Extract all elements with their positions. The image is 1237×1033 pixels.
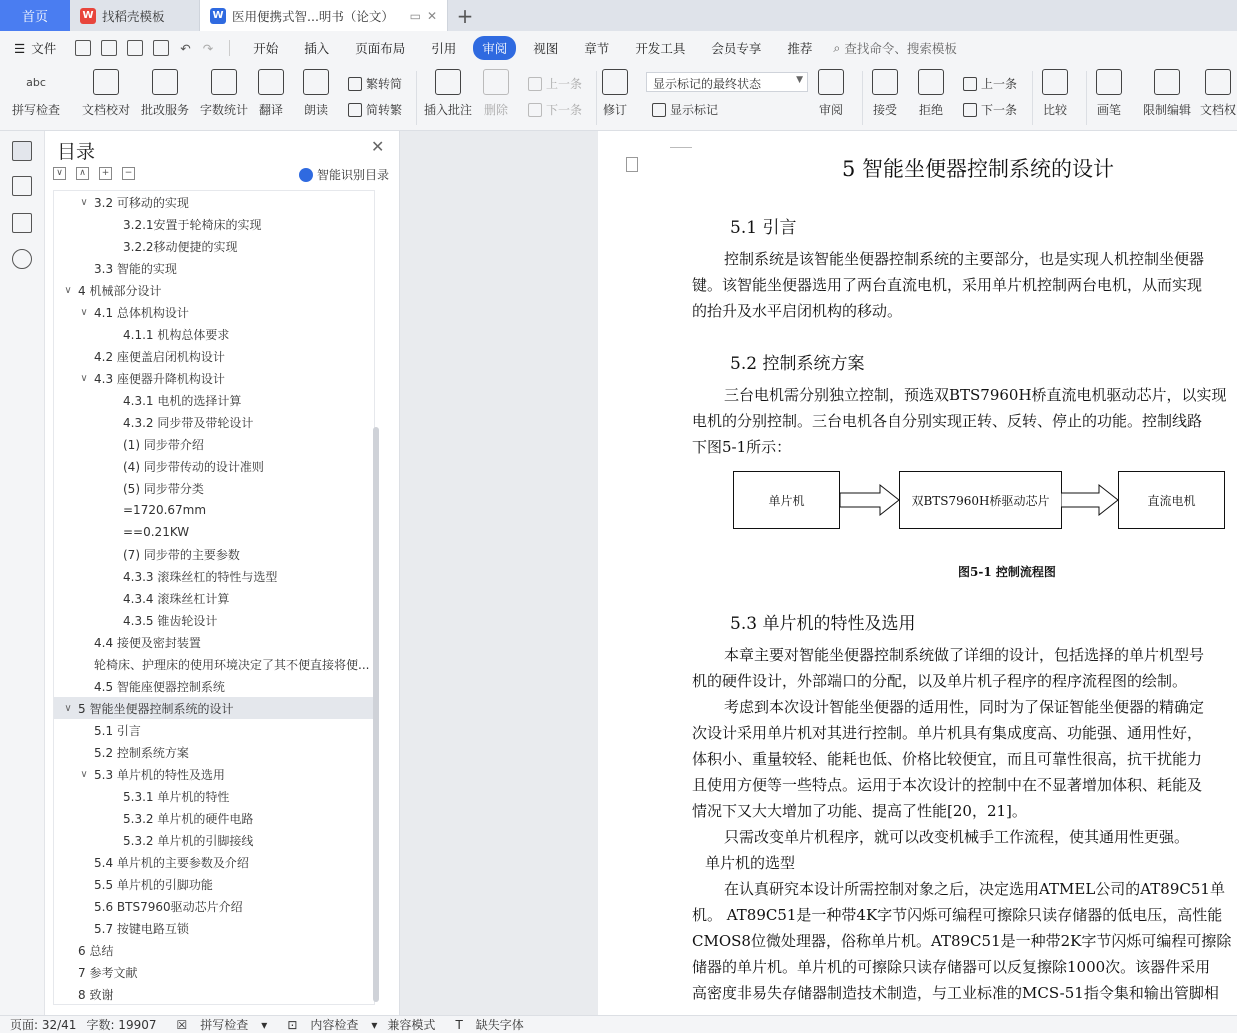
new-tab-button[interactable]: + [456, 3, 474, 28]
show-markup-label: 显示标记 [670, 103, 719, 117]
simp-to-trad-button[interactable] [348, 101, 402, 118]
divider [416, 71, 417, 125]
paragraph-line: 本章主要对智能坐便器控制系统做了详细的设计，包括选择的单片机型号 [724, 646, 1205, 664]
prev-icon [528, 77, 542, 91]
expand-all-icon[interactable]: ∧ [76, 167, 89, 180]
menu-reference[interactable]: 引用 [431, 41, 457, 56]
spell-check-status[interactable] [167, 1016, 268, 1033]
toc-item[interactable] [54, 675, 374, 697]
chevron-down-icon[interactable]: ∨ [80, 306, 88, 318]
reject-button[interactable] [918, 69, 944, 118]
toc-item-label: 8 致谢 [78, 987, 114, 1002]
menu-view[interactable]: 视图 [533, 41, 559, 56]
paragraph-line: 控制系统是该智能坐便器控制系统的主要部分，也是实现人机控制坐便器 [724, 250, 1205, 268]
markup-icon [652, 103, 666, 117]
toc-item[interactable] [54, 763, 374, 785]
smart-toc-label: 智能识别目录 [317, 168, 390, 182]
toc-item-label: 5.3.2 单片机的硬件电路 [123, 811, 254, 826]
spell-check-label: 拼写检查 [12, 103, 61, 117]
prev-change-button[interactable] [963, 75, 1017, 92]
add-level-icon[interactable]: + [99, 167, 112, 180]
revise-icon [602, 69, 628, 95]
batch-service-button[interactable] [141, 69, 189, 118]
redo-icon[interactable]: ↷ [202, 40, 214, 56]
toc-item[interactable] [54, 829, 374, 851]
toc-item-label: 4.4 接便及密封装置 [94, 635, 201, 650]
prev-label: 上一条 [546, 77, 583, 91]
paragraph-line: 键。该智能坐便器选用了两台直流电机，采用单片机控制两台电机，从而实现 [692, 276, 1203, 294]
content-check-status[interactable] [277, 1016, 377, 1033]
next-change-label: 下一条 [981, 103, 1018, 117]
word-count-label: 字数统计 [200, 103, 249, 117]
arrow-icon [1061, 483, 1119, 517]
delete-comment-button[interactable] [483, 69, 509, 118]
toc-item[interactable] [54, 631, 374, 653]
toc-item[interactable] [54, 389, 374, 411]
toc-item[interactable] [54, 367, 374, 389]
toc-item-label: 5.4 单片机的主要参数及介绍 [94, 855, 249, 870]
batch-icon [152, 69, 178, 95]
tab-home[interactable]: 首页 [0, 0, 70, 31]
undo-icon[interactable]: ↶ [180, 40, 191, 56]
toc-item-label: 4.1.1 机构总体要求 [123, 327, 230, 342]
toc-item[interactable] [54, 895, 374, 917]
read-aloud-label: 朗读 [303, 103, 328, 117]
toc-item[interactable] [54, 301, 374, 323]
figure-caption: 图5-1 控制流程图 [958, 565, 1056, 579]
toc-item[interactable] [54, 257, 374, 279]
simp-label: 简转繁 [366, 103, 403, 117]
toc-item-label: ==0.21KW [123, 525, 190, 539]
trad-icon [348, 77, 362, 91]
compat-mode: 兼容模式 [387, 1018, 436, 1032]
next-comment-button[interactable] [528, 101, 582, 118]
next-change-icon [963, 103, 977, 117]
save-icon[interactable] [75, 40, 91, 56]
paragraph-line: 电机的分别控制。三台电机各自分别实现正转、反转、停止的功能。控制线路 [692, 412, 1203, 430]
toc-item-label: 4.5 智能座便器控制系统 [94, 679, 225, 694]
paragraph-line: 且使用方便等一些特点。运用于本次设计的控制中在不显著增加体积、耗能及 [692, 776, 1203, 794]
toc-item-label: =1720.67mm [123, 503, 207, 517]
paragraph-line: 机。 AT89C51是一种带4K字节闪烁可编程可擦除只读存储器的低电压，高性能 [692, 906, 1223, 924]
word-count-indicator[interactable]: 字数: 19907 [86, 1018, 157, 1032]
toc-item[interactable] [54, 741, 374, 763]
toc-item[interactable] [54, 587, 374, 609]
accept-button[interactable] [872, 69, 898, 118]
missing-font-status[interactable] [445, 1016, 523, 1033]
toc-item-label: 5.3 单片机的特性及选用 [94, 767, 225, 782]
chevron-down-icon: ▾ [261, 1017, 268, 1032]
chevron-down-icon: ▼ [796, 75, 803, 85]
word-count-button[interactable] [200, 69, 248, 118]
toc-item-label: 轮椅床、护理床的使用环境决定了其不便直接将便... [94, 657, 370, 672]
toc-item-label: 4.3.1 电机的选择计算 [123, 393, 242, 408]
close-icon[interactable]: ✕ [426, 8, 437, 23]
page-icon[interactable] [626, 157, 638, 172]
toc-item-label: 5.3.2 单片机的引脚接线 [123, 833, 254, 848]
missing-font-label: 缺失字体 [475, 1018, 524, 1032]
revise-label: 修订 [602, 103, 627, 117]
toc-item[interactable] [54, 565, 374, 587]
doc-perm-label: 文档权 [1200, 103, 1237, 117]
paragraph-line: 的抬升及水平启闭机构的移动。 [692, 302, 903, 320]
paragraph-line: 下图5-1所示： [692, 438, 792, 456]
toc-icon[interactable] [12, 141, 32, 161]
trad-to-simp-button[interactable] [348, 75, 402, 92]
spell-check-button[interactable] [12, 69, 60, 118]
restore-icon[interactable]: ▭ [409, 8, 421, 23]
separator [229, 40, 230, 56]
menu-devtools[interactable]: 开发工具 [635, 41, 686, 56]
divider [1086, 71, 1087, 125]
markup-state-value: 显示标记的最终状态 [653, 77, 762, 91]
next-icon [528, 103, 542, 117]
dc-motor-box: 直流电机 [1118, 471, 1225, 529]
docer-icon: W [80, 8, 96, 24]
review-icon [818, 69, 844, 95]
menu-recommend[interactable]: 推荐 [787, 41, 813, 56]
divider [596, 71, 597, 125]
toc-item-label: 4 机械部分设计 [78, 283, 162, 298]
toc-scrollbar[interactable] [373, 427, 379, 1002]
prev-change-label: 上一条 [981, 77, 1018, 91]
divider [1032, 71, 1033, 125]
reject-label: 拒绝 [918, 103, 943, 117]
next-label: 下一条 [546, 103, 583, 117]
collapse-all-icon[interactable]: ∨ [53, 167, 66, 180]
lock-icon [1154, 69, 1180, 95]
page-corner-mark [670, 147, 692, 148]
toc-item[interactable] [54, 323, 374, 345]
pen-button[interactable] [1096, 69, 1122, 118]
paragraph-line: 高密度非易失存储器制造技术制造，与工业标准的MCS-51指令集和输出管脚相 [692, 984, 1219, 1002]
search-icon[interactable] [12, 249, 32, 269]
content-check-icon: ⊡ [287, 1017, 298, 1032]
paragraph-line: 次设计采用单片机对其进行控制。单片机具有集成度高、功能强、通用性好， [692, 724, 1203, 742]
smart-icon [299, 168, 313, 182]
tab-document[interactable] [200, 0, 448, 31]
bookmark-icon[interactable] [12, 213, 32, 233]
divider [862, 71, 863, 125]
toc-item[interactable] [54, 697, 374, 719]
simp-icon [348, 103, 362, 117]
toc-item-label: 4.3.2 同步带及带轮设计 [123, 415, 254, 430]
pen-label: 画笔 [1096, 103, 1121, 117]
toc-item[interactable] [54, 609, 374, 631]
restrict-label: 限制编辑 [1143, 103, 1192, 117]
font-icon: T [455, 1017, 463, 1032]
chevron-down-icon[interactable]: ∨ [64, 284, 72, 296]
toc-item[interactable] [54, 433, 374, 455]
side-rail [0, 131, 45, 1015]
paragraph-line: 单片机的选型 [705, 854, 796, 872]
menu-insert[interactable]: 插入 [304, 41, 330, 56]
proofread-label: 文档校对 [82, 103, 131, 117]
print-icon[interactable] [127, 40, 143, 56]
toc-panel [45, 131, 400, 1015]
writer-icon: W [210, 8, 226, 24]
doc-permission-button[interactable] [1200, 69, 1236, 118]
toc-item-label: (5) 同步带分类 [123, 481, 204, 496]
permission-icon [1205, 69, 1231, 95]
delete-label: 删除 [483, 103, 508, 117]
toc-item-label: 3.2.1安置于轮椅床的实现 [123, 217, 262, 232]
menu-bar [0, 31, 1237, 65]
toc-item-label: 6 总结 [78, 943, 114, 958]
toc-item[interactable] [54, 455, 374, 477]
nav-pane-icon[interactable] [12, 176, 32, 196]
toc-item-label: 4.3 座便器升降机构设计 [94, 371, 225, 386]
file-menu[interactable] [14, 39, 56, 57]
toc-item-label: 4.1 总体机构设计 [94, 305, 189, 320]
file-menu-label: 文件 [31, 41, 57, 56]
spell-status-label: 拼写检查 [200, 1018, 249, 1032]
menu-chapter[interactable]: 章节 [584, 41, 610, 56]
tab-label: 找稻壳模板 [102, 8, 165, 24]
command-search[interactable] [833, 39, 957, 57]
toc-item[interactable] [54, 279, 374, 301]
review-button[interactable] [818, 69, 844, 118]
menu-start[interactable]: 开始 [253, 41, 279, 56]
toc-item-label: 5.2 控制系统方案 [94, 745, 189, 760]
toc-item[interactable] [54, 785, 374, 807]
section-heading: 5.2 控制系统方案 [730, 354, 865, 374]
translate-icon [258, 69, 284, 95]
menu-review[interactable]: 审阅 [473, 36, 516, 60]
toc-item[interactable] [54, 939, 374, 961]
toc-item-label: 5.1 引言 [94, 723, 141, 738]
paragraph-line: 情况下又大大增加了功能、提高了性能[20，21]。 [692, 802, 1027, 820]
toc-item[interactable] [54, 411, 374, 433]
tab-template[interactable] [70, 0, 200, 31]
chevron-down-icon[interactable]: ∨ [80, 372, 88, 384]
pen-icon [1096, 69, 1122, 95]
toc-item-label: 5.6 BTS7960驱动芯片介绍 [94, 899, 243, 914]
toc-item[interactable] [54, 917, 374, 939]
toc-item[interactable] [54, 521, 374, 543]
toc-item-label: (7) 同步带的主要参数 [123, 547, 240, 562]
driver-chip-box: 双BTS7960H桥驱动芯片 [899, 471, 1062, 529]
toc-item[interactable] [54, 235, 374, 257]
toc-toolbar [53, 167, 135, 180]
toc-item-label: 5 智能坐便器控制系统的设计 [78, 701, 234, 716]
review-label: 审阅 [818, 103, 843, 117]
toc-item[interactable] [54, 477, 374, 499]
toc-item[interactable] [54, 499, 374, 521]
toc-item[interactable] [54, 719, 374, 741]
hamburger-icon: ☰ [14, 40, 26, 56]
toc-item[interactable] [54, 851, 374, 873]
prev-comment-button[interactable] [528, 75, 582, 92]
chevron-down-icon[interactable]: ∨ [80, 768, 88, 780]
markup-state-select[interactable] [646, 72, 808, 92]
search-label: 查找命令、搜索模板 [844, 41, 957, 56]
toc-item-label: 4.3.5 锥齿轮设计 [123, 613, 218, 628]
word-count-icon [211, 69, 237, 95]
restrict-edit-button[interactable] [1143, 69, 1191, 118]
accept-label: 接受 [872, 103, 897, 117]
page-indicator[interactable]: 页面: 32/41 [10, 1018, 77, 1032]
mcu-box: 单片机 [733, 471, 840, 529]
toc-item-label: (4) 同步带传动的设计准则 [123, 459, 264, 474]
translate-label: 翻译 [258, 103, 283, 117]
toc-item[interactable] [54, 345, 374, 367]
paragraph-line: 体积小、重量较轻、能耗也低、价格比较便宜，而且可靠性很高，抗干扰能力 [692, 750, 1203, 768]
menu-layout[interactable]: 页面布局 [355, 41, 406, 56]
search-icon: ⌕ [833, 40, 841, 55]
reject-icon [918, 69, 944, 95]
toc-item[interactable] [54, 983, 374, 1005]
export-icon[interactable] [101, 40, 117, 56]
chevron-down-icon[interactable]: ∨ [80, 196, 88, 208]
ribbon [0, 65, 1237, 131]
remove-level-icon[interactable]: − [122, 167, 135, 180]
toc-item-label: 5.3.1 单片机的特性 [123, 789, 230, 804]
chevron-down-icon[interactable]: ∨ [64, 702, 72, 714]
batch-label: 批改服务 [141, 103, 190, 117]
trad-label: 繁转简 [366, 77, 403, 91]
toc-item-label: 3.3 智能的实现 [94, 261, 177, 276]
proofread-button[interactable] [82, 69, 130, 118]
paragraph-line: 只需改变单片机程序，就可以改变机械手工作流程，使其通用性更强。 [724, 828, 1190, 846]
toc-item[interactable] [54, 543, 374, 565]
smart-toc-button[interactable] [299, 166, 389, 183]
paragraph-line: 三台电机需分别独立控制，预选双BTS7960H桥直流电机驱动芯片，以实现 [724, 386, 1227, 404]
toc-item-label: 3.2 可移动的实现 [94, 195, 189, 210]
translate-button[interactable] [258, 69, 284, 118]
toc-item-label: 4.3.3 滚珠丝杠的特性与选型 [123, 569, 278, 584]
delete-comment-icon [483, 69, 509, 95]
prev-change-icon [963, 77, 977, 91]
spell-check-icon: abc [26, 75, 46, 89]
paragraph-line: CMOS8位微处理器，俗称单片机。AT89C51是一种带2K字节闪烁可编程可擦除 [692, 932, 1232, 950]
chapter-heading: 5 智能坐便器控制系统的设计 [842, 157, 1115, 181]
toc-item-label: 5.5 单片机的引脚功能 [94, 877, 213, 892]
compare-button[interactable] [1042, 69, 1068, 118]
toc-item[interactable] [54, 873, 374, 895]
comment-icon [435, 69, 461, 95]
show-markup-button[interactable] [652, 101, 718, 118]
close-icon[interactable]: ✕ [371, 137, 385, 156]
toc-title: 目录 [57, 141, 96, 163]
insert-comment-button[interactable] [424, 69, 472, 118]
insert-comment-label: 插入批注 [424, 103, 473, 117]
toc-item-label: 4.3.4 滚珠丝杠计算 [123, 591, 230, 606]
accept-icon [872, 69, 898, 95]
status-bar [0, 1015, 1237, 1033]
next-change-button[interactable] [963, 101, 1017, 118]
paragraph-line: 机的硬件设计，外部端口的分配，以及单片机子程序的程序流程图的绘制。 [692, 672, 1188, 690]
proofread-icon [93, 69, 119, 95]
toc-list [53, 190, 375, 1005]
toc-item-label: 3.2.2移动便捷的实现 [123, 239, 238, 254]
toc-item[interactable] [54, 191, 374, 213]
compare-label: 比较 [1042, 103, 1067, 117]
toc-item-label: (1) 同步带介绍 [123, 437, 204, 452]
arrow-icon [840, 483, 900, 517]
toc-item[interactable] [54, 961, 374, 983]
compare-icon [1042, 69, 1068, 95]
toc-item[interactable] [54, 653, 374, 675]
chevron-down-icon: ▾ [371, 1017, 378, 1032]
toc-item-label: 5.7 按键电路互锁 [94, 921, 189, 936]
tab-bar [0, 0, 1237, 31]
paragraph-line: 考虑到本次设计智能坐便器的适用性，同时为了保证智能坐便器的精确定 [724, 698, 1205, 716]
tab-label: 医用便携式智...明书（论文） [232, 8, 394, 24]
toc-item-label: 4.2 座便盖启闭机构设计 [94, 349, 225, 364]
section-heading: 5.3 单片机的特性及选用 [730, 614, 916, 634]
toc-item[interactable] [54, 213, 374, 235]
toc-item[interactable] [54, 807, 374, 829]
preview-icon[interactable] [153, 40, 169, 56]
read-aloud-button[interactable] [303, 69, 329, 118]
spell-status-icon: ☒ [176, 1017, 188, 1032]
section-heading: 5.1 引言 [730, 218, 797, 238]
menu-member[interactable]: 会员专享 [711, 41, 762, 56]
paragraph-line: 在认真研究本设计所需控制对象之后，决定选用ATMEL公司的AT89C51单 [724, 880, 1225, 898]
read-aloud-icon [303, 69, 329, 95]
paragraph-line: 储器的单片机。单片机的可擦除只读存储器可以反复擦除1000次。该器件采用 [692, 958, 1211, 976]
revise-button[interactable] [602, 69, 628, 118]
toc-item-label: 7 参考文献 [78, 965, 138, 980]
content-check-label: 内容检查 [310, 1018, 359, 1032]
